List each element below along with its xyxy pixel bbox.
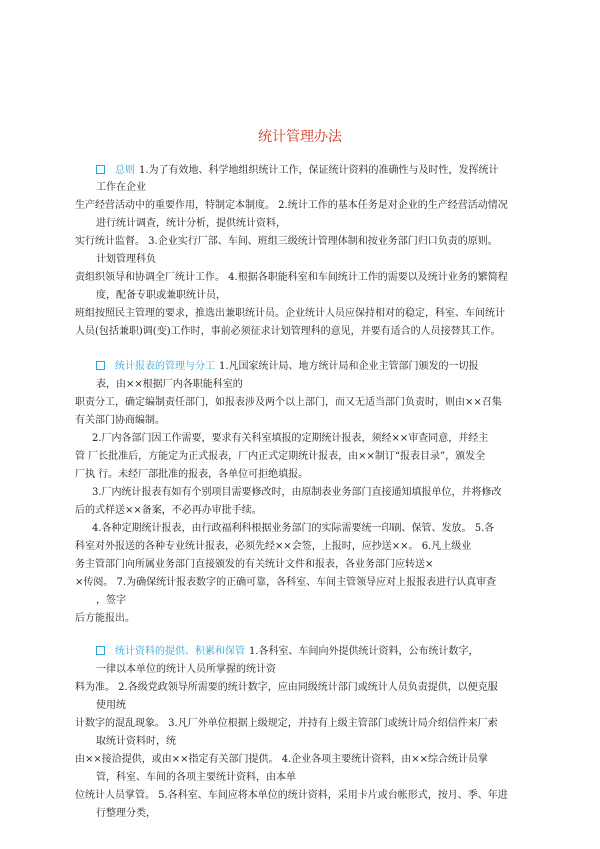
paragraph-line: 有关部门协商编制。 [75,415,165,426]
paragraph-line: 后的式样送××备案，不必再办审批手续。 [75,505,262,516]
paragraph-line: 务主管部门向所属业务部门直接颁发的有关统计文件和报表，各业务部门应转送× [75,559,434,570]
paragraph-line: 厂执 行。未经厂部批准的报表，各单位可拒绝填报。 [75,469,309,480]
paragraph-line: 取统计资料时，统 [96,736,176,747]
section-heading-row [96,165,499,177]
section-heading: 统计资料的提供、积累和保管 [115,646,245,657]
paragraph-line: 实行统计监督。 3.企业实行厂部、车间、班组三级统计管理体制和按业务部门归口负责的原则。 [75,236,498,247]
paragraph-line: 工作在企业 [96,182,146,193]
paragraph-line: 1.凡国家统计局、地方统计局和企业主管部门颁发的一切报 [219,361,479,372]
paragraph-line: 进行统计调查，统计分析，提供统计资料， [96,218,286,229]
paragraph-line: ，签字 [96,595,126,606]
paragraph-line: 位统计人员掌管。 5.各科室、车间应将本单位的统计资料，采用卡片或台帐形式，按月、季、年进 [75,790,508,801]
checkbox-icon [96,646,105,655]
paragraph-line: 3.厂内统计报表有如有个别项目需要修改时，由原制表业务部门直接通知填报单位，并将修改 [92,487,502,498]
paragraph-line: ×传阅。 7.为确保统计报表数字的正确可靠，各科室、车间主管领导应对上报报表进行认真审查 [75,577,497,588]
paragraph-line: 表，由××根据厂内各职能科室的 [96,379,243,390]
paragraph-line: 行整理分类， [96,808,156,819]
paragraph-line: 使用统 [96,700,126,711]
paragraph-line: 职责分工，确定编制责任部门，如报表涉及两个以上部门，而又无适当部门负责时，则由××召集 [75,397,502,408]
paragraph-line: 人员(包括兼职)调(变)工作时，事前必须征求计划管理科的意见，并要有适合的人员接替其工作。 [75,326,501,337]
paragraph-line: 4.各种定期统计报表，由行政福利科根据业务部门的实际需要统一印刷、保管、发放。 5.各 [92,523,495,534]
paragraph-line: 1.各科室、车间向外提供统计资料，公布统计数字， [249,646,479,657]
paragraph-line: 料为准。 2.各级党政领导所需要的统计数字，应由同级统计部门或统计人员负责提供，以便克服 [75,682,498,693]
checkbox-icon [96,165,105,174]
section-heading: 统计报表的管理与分工 [115,361,215,372]
paragraph-line: 1.为了有效地、科学地组织统计工作，保证统计资料的准确性与及时性，发挥统计 [139,165,499,176]
paragraph-line: 班组按照民主管理的要求，推选出兼职统计员。企业统计人员应保持相对的稳定，科室、车间统计 [75,308,505,319]
paragraph-line: 生产经营活动中的重要作用，特制定本制度。 2.统计工作的基本任务是对企业的生产经营活动情况 [75,200,508,211]
section-heading-row [96,361,479,373]
page-title: 统计管理办法 [258,129,342,145]
paragraph-line: 管，科室、车间的各项主要统计资料，由本单 [96,772,296,783]
paragraph-line: 度，配备专职或兼职统计员， [96,290,226,301]
checkbox-icon [96,361,105,370]
paragraph-line: 科室对外报送的各种专业统计报表，必须先经××会签，上报时，应抄送××。 6.凡上级业 [75,541,472,552]
paragraph-line: 一律以本单位的统计人员所掌握的统计资 [96,664,276,675]
paragraph-line: 由××接洽提供，或由××指定有关部门提供。 4.企业各项主要统计资料，由××综合统计员掌 [75,754,488,765]
paragraph-line: 后方能报出。 [75,613,135,624]
paragraph-line: 责组织领导和协调全厂统计工作。 4.根据各职能科室和车间统计工作的需要以及统计业务的繁简程 [75,272,508,283]
section-heading-row [96,646,479,658]
section-heading: 总则 [115,165,135,176]
paragraph-line: 计划管理科负 [96,254,156,265]
paragraph-line: 管 厂长批准后，方能定为正式报表，厂内正式定期统计报表，由××制订“报表目录”，颁发全 [75,451,486,462]
paragraph-line: 计数字的混乱现象。 3.凡厂外单位根据上级规定，并持有上级主管部门或统计局介绍信件来厂索 [75,718,498,729]
paragraph-line: 2.厂内各部门因工作需要，要求有关科室填报的定期统计报表，须经××审查同意，并经主 [92,433,489,444]
